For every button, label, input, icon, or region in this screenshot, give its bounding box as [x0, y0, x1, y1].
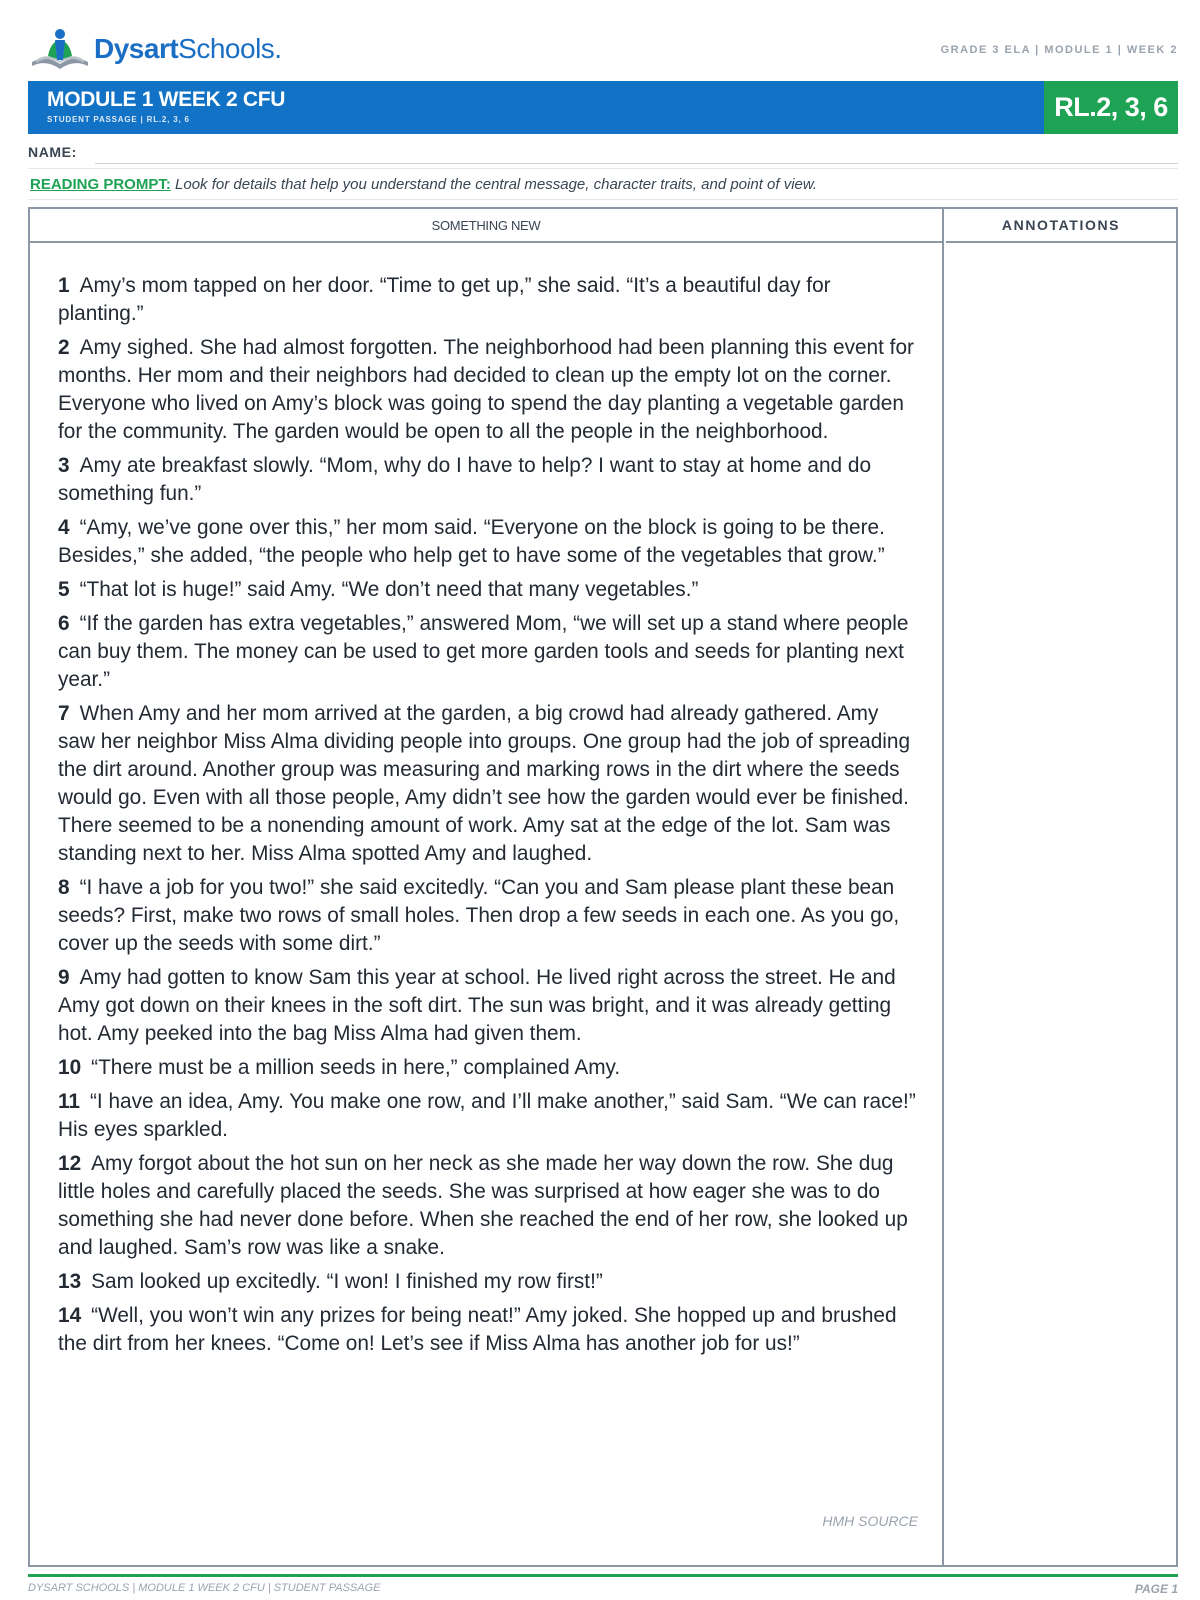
reading-prompt-label: READING PROMPT: [30, 176, 171, 193]
course-meta: GRADE 3 ELA | MODULE 1 | WEEK 2 [940, 44, 1178, 56]
footer-divider [28, 1574, 1178, 1577]
passage-column [30, 209, 944, 1565]
paragraph-text: Amy forgot about the hot sun on her neck as she made her way down the row. She dug little holes and carefully placed the seeds. She was surprised at how eager she was to do something she had never done before. When she reached the end of her row, she looked up and laughed. Sam’s row was like a snake. [58, 1152, 908, 1259]
name-row [28, 142, 1178, 164]
paragraph-number: 11 [58, 1090, 80, 1113]
paragraph-number: 13 [58, 1270, 82, 1293]
story-paragraph [58, 1268, 918, 1296]
paragraph-number: 14 [58, 1304, 82, 1327]
title-bar [28, 81, 1178, 134]
paragraph-text: “Amy, we’ve gone over this,” her mom said. “Everyone on the block is going to be there. Besides,” she added, “the people who help get to have some of the vegetables that grow.” [58, 516, 885, 567]
passage-column-header: SOMETHING NEW [30, 209, 942, 243]
annotations-column[interactable] [946, 209, 1176, 1565]
story-paragraph [58, 272, 918, 328]
story-paragraph [58, 1088, 918, 1144]
divider [28, 168, 1178, 169]
logo-text-light: Schools. [178, 33, 282, 64]
paragraph-number: 5 [58, 578, 70, 601]
paragraph-number: 6 [58, 612, 70, 635]
paragraph-text: “There must be a million seeds in here,” complained Amy. [91, 1056, 621, 1079]
page-title: MODULE 1 WEEK 2 CFU [47, 88, 286, 111]
paragraph-text: “That lot is huge!” said Amy. “We don’t need that many vegetables.” [79, 578, 699, 601]
source-credit: HMH SOURCE [822, 1513, 918, 1529]
paragraph-number: 2 [58, 336, 70, 359]
story-paragraph [58, 700, 918, 868]
paragraph-number: 7 [58, 702, 70, 725]
page-number: PAGE 1 [1134, 1582, 1178, 1596]
story-paragraph [58, 964, 918, 1048]
footer-text: DYSART SCHOOLS | MODULE 1 WEEK 2 CFU | STUDENT PASSAGE [28, 1582, 381, 1594]
story-paragraph [58, 452, 918, 508]
paragraph-number: 1 [58, 274, 70, 297]
paragraph-text: Amy’s mom tapped on her door. “Time to get up,” she said. “It’s a beautiful day for planting.” [58, 274, 831, 325]
annotations-column-header: ANNOTATIONS [946, 209, 1176, 243]
story-paragraph [58, 1150, 918, 1262]
name-field-line[interactable] [95, 163, 1178, 164]
story-paragraph [58, 1054, 918, 1082]
paragraph-number: 9 [58, 966, 70, 989]
story-paragraph [58, 576, 918, 604]
paragraph-text: Amy ate breakfast slowly. “Mom, why do I have to help? I want to stay at home and do something fun.” [58, 454, 872, 505]
reading-prompt [30, 176, 817, 193]
logo-text-bold: Dysart [94, 33, 179, 64]
story-paragraph [58, 334, 918, 446]
story-paragraph [58, 610, 918, 694]
story-text [58, 272, 918, 1364]
page-subtitle: STUDENT PASSAGE | RL.2, 3, 6 [47, 115, 190, 124]
standards-badge: RL.2, 3, 6 [1044, 81, 1178, 134]
logo-wordmark [94, 33, 282, 65]
passage-panel [28, 207, 1178, 1567]
paragraph-text: “I have an idea, Amy. You make one row, and I’ll make another,” said Sam. “We can race!” His eyes sparkled. [58, 1090, 916, 1141]
paragraph-text: Amy had gotten to know Sam this year at school. He lived right across the street. He and Amy got down on their knees in the soft dirt. The sun was bright, and it was already getting hot. Amy peeked into the bag Miss Alma had given them. [58, 966, 896, 1045]
paragraph-number: 12 [58, 1152, 82, 1175]
name-label: NAME: [28, 144, 77, 160]
paragraph-text: When Amy and her mom arrived at the garden, a big crowd had already gathered. Amy saw her neighbor Miss Alma dividing people into groups. One group had the job of spreading the dirt around. Another group was measuring and marking rows in the dirt where the seeds would go. Even with all those people, Amy didn’t see how the garden would ever be finished. There seemed to be a nonending amount of work. Amy sat at the edge of the lot. Sam was standing next to her. Miss Alma spotted Amy and laughed. [58, 702, 911, 865]
paragraph-number: 10 [58, 1056, 82, 1079]
paragraph-text: Sam looked up excitedly. “I won! I finished my row first!” [91, 1270, 603, 1293]
open-book-logo-icon [28, 26, 92, 72]
divider [28, 199, 1178, 200]
paragraph-number: 3 [58, 454, 70, 477]
story-paragraph [58, 514, 918, 570]
story-paragraph [58, 1302, 918, 1358]
page-header [28, 22, 1178, 78]
paragraph-text: Amy sighed. She had almost forgotten. The neighborhood had been planning this event for months. Her mom and their neighbors had decided to clean up the empty lot on the corner. Everyone who lived on Amy’s block was going to spend the day planting a vegetable garden for the community. The garden would be open to all the people in the neighborhood. [58, 336, 914, 443]
paragraph-number: 8 [58, 876, 70, 899]
paragraph-text: “Well, you won’t win any prizes for being neat!” Amy joked. She hopped up and brushed the dirt from her knees. “Come on! Let’s see if Miss Alma has another job for us!” [58, 1304, 897, 1355]
paragraph-text: “If the garden has extra vegetables,” answered Mom, “we will set up a stand where people can buy them. The money can be used to get more garden tools and seeds for planting next year.” [58, 612, 909, 691]
story-paragraph [58, 874, 918, 958]
paragraph-text: “I have a job for you two!” she said excitedly. “Can you and Sam please plant these bean seeds? First, make two rows of small holes. Then drop a few seeds in each one. As you go, cover up the seeds with some dirt.” [58, 876, 900, 955]
paragraph-number: 4 [58, 516, 70, 539]
dysart-logo [28, 26, 282, 72]
reading-prompt-text: Look for details that help you understand the central message, character traits, and point of view. [175, 176, 818, 193]
